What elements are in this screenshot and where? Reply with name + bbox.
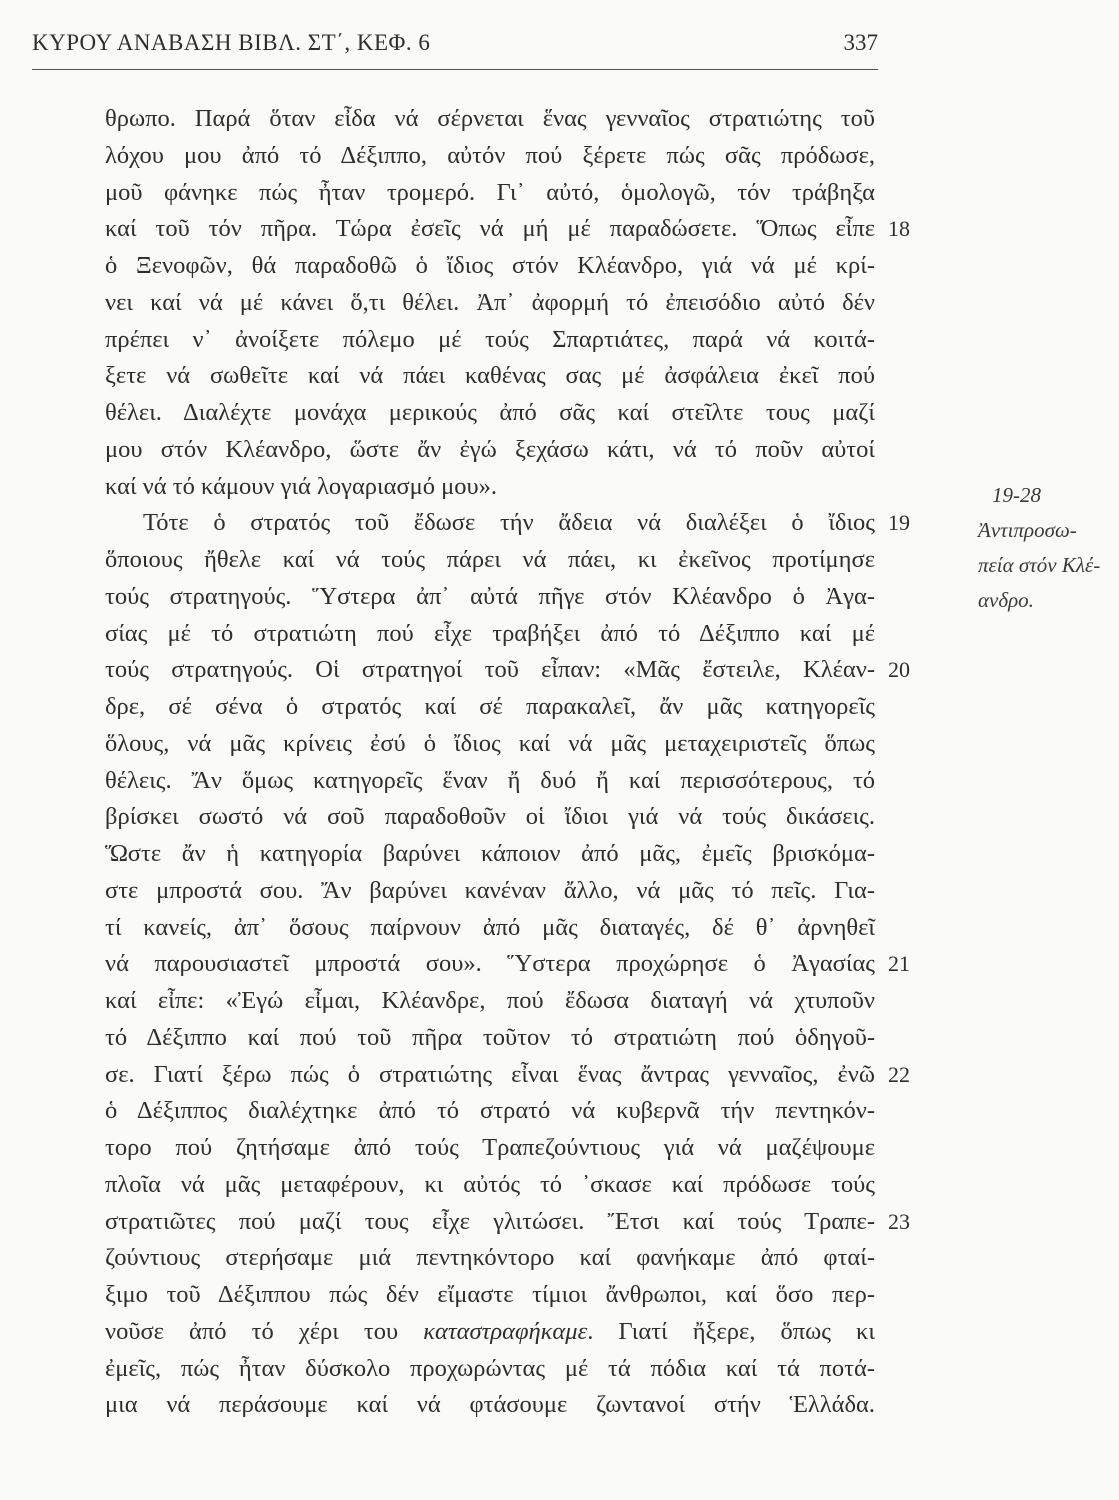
line-text (105, 138, 875, 175)
text-segment: σίας μέ τό στρατιώτη πού εἶχε τραβήξει ἀπό τό Δέξιππο καί μέ (105, 619, 875, 647)
text-line (105, 616, 875, 653)
text-segment: πλοῖα νά μᾶς μεταφέρουν, κι αὐτός τό ᾽σκασε καί πρόδωσε τούς (105, 1170, 875, 1198)
text-line (105, 1167, 875, 1204)
line-text (105, 763, 875, 800)
text-segment: Τότε ὁ στρατός τοῦ ἔδωσε τήν ἄδεια νά διαλέξει ὁ ἴδιος (143, 509, 875, 537)
line-text (105, 946, 875, 983)
section-number: 19 (888, 510, 910, 536)
section-number: 23 (888, 1208, 910, 1234)
text-line (105, 579, 875, 616)
page-number: 337 (843, 30, 878, 55)
text-line (105, 1130, 875, 1167)
margin-note-line: Ἀντιπροσω- (978, 518, 1077, 542)
text-line (105, 836, 875, 873)
text-segment: βρίσκει σωστό νά σοῦ παραδοθοῦν οἱ ἴδιοι γιά νά τούς δικάσεις. (105, 803, 875, 831)
text-line (105, 285, 875, 322)
text-segment: ὁ Δέξιππος διαλέχτηκε ἀπό τό στρατό νά κυβερνᾶ τήν πεντηκόν- (105, 1097, 875, 1125)
text-line (105, 873, 875, 910)
line-text (105, 1204, 875, 1241)
line-text (105, 1240, 875, 1277)
line-text (105, 101, 875, 138)
text-segment: πρέπει ν᾽ ἀνοίξετε πόλεμο μέ τούς Σπαρτιάτες, παρά νά κοιτά- (105, 325, 875, 353)
text-line (105, 395, 875, 432)
text-segment: ἐμεῖς, πώς ἦταν δύσκολο προχωρώντας μέ τά πόδια καί τά ποτά- (105, 1354, 875, 1382)
line-text (105, 469, 875, 506)
line-text (105, 1130, 875, 1167)
line-text (105, 248, 875, 285)
line-text (105, 211, 875, 248)
text-segment: ὁ Ξενοφῶν, θά παραδοθῶ ὁ ἴδιος στόν Κλέανδρο, γιά νά μέ κρί- (105, 252, 875, 279)
text-segment: ξιμο τοῦ Δέξιππου πώς δέν εἴμαστε τίμιοι ἄνθρωποι, καί ὅσο περ- (105, 1281, 875, 1308)
text-line (105, 358, 875, 395)
line-text (105, 983, 875, 1020)
text-segment: νει καί νά μέ κάνει ὅ,τι θέλει. Ἀπ᾽ ἀφορμή τό ἐπεισόδιο αὐτό δέν (105, 288, 875, 316)
text-segment: ξετε νά σωθεῖτε καί νά πάει καθένας σας μέ ἀσφάλεια ἐκεῖ πού (105, 362, 875, 390)
text-line (105, 946, 910, 983)
text-line (105, 1057, 910, 1094)
line-text (105, 505, 875, 542)
text-segment: στε μπροστά σου. Ἄν βαρύνει κανέναν ἄλλο, νά μᾶς τό πεῖς. Για- (105, 876, 875, 904)
line-text (105, 175, 875, 212)
line-text (105, 873, 875, 910)
line-text (105, 395, 875, 432)
text-segment: τούς στρατηγούς. Ὕστερα ἀπ᾽ αὐτά πῆγε στόν Κλέανδρο ὁ Ἀγα- (105, 582, 875, 610)
text-segment: σε. Γιατί ξέρω πώς ὁ στρατιώτης εἶναι ἕνας ἄντρας γενναῖος, ἐνῶ (105, 1060, 875, 1088)
text-line (105, 1093, 875, 1130)
text-line (105, 1020, 875, 1057)
line-text (105, 1020, 875, 1057)
text-line (105, 689, 875, 726)
section-number: 18 (888, 216, 910, 242)
running-title: ΚΥΡΟΥ ΑΝΑΒΑΣΗ ΒΙΒΛ. ΣΤ΄, ΚΕΦ. 6 (32, 30, 431, 55)
text-segment: ὅποιους ἤθελε καί νά τούς πάρει νά πάει, κι ἐκεῖνος προτίμησε (105, 546, 875, 573)
text-line (105, 1387, 875, 1424)
text-line (105, 505, 910, 542)
line-text (105, 1314, 875, 1351)
text-line (105, 799, 875, 836)
section-number: 22 (888, 1061, 910, 1087)
line-text (105, 689, 875, 726)
text-segment: θέλεις. Ἄν ὅμως κατηγορεῖς ἕναν ἤ δυό ἤ καί περισσότερους, τό (105, 766, 875, 794)
line-text (105, 799, 875, 836)
line-text (105, 1387, 875, 1424)
text-line (105, 1277, 875, 1314)
section-number: 20 (888, 657, 910, 683)
margin-note-line: ανδρο. (978, 588, 1034, 612)
line-text (105, 1351, 875, 1388)
text-segment: νά παρουσιαστεῖ μπροστά σου». Ὕστερα προχώρησε ὁ Ἀγασίας (105, 950, 875, 978)
text-segment: τί κανείς, ἀπ᾽ ὅσους παίρνουν ἀπό μᾶς διαταγές, δέ θ᾽ ἀρνηθεῖ (105, 913, 875, 941)
line-text (105, 616, 875, 653)
line-text (105, 652, 875, 689)
text-line (105, 138, 875, 175)
line-text (105, 579, 875, 616)
text-segment: δρε, σέ σένα ὁ στρατός καί σέ παρακαλεῖ, ἄν μᾶς κατηγορεῖς (105, 693, 875, 720)
line-text (105, 285, 875, 322)
text-line (105, 983, 875, 1020)
line-text (105, 1057, 875, 1094)
text-line (105, 101, 875, 138)
text-line (105, 542, 875, 579)
header-rule (32, 69, 878, 70)
text-segment: καί εἶπε: «Ἐγώ εἶμαι, Κλέανδρε, πού ἔδωσα διαταγή νά χτυποῦν (105, 987, 875, 1014)
text-line (105, 652, 910, 689)
text-segment: μια νά περάσουμε καί νά φτάσουμε ζωντανοί στήν Ἑλλάδα. (105, 1391, 875, 1419)
text-segment: νοῦσε ἀπό τό χέρι του (105, 1317, 424, 1345)
line-text (105, 726, 875, 763)
text-segment: λόχου μου ἀπό τό Δέξιππο, αὐτόν πού ξέρετε πώς σᾶς πρόδωσε, (105, 141, 875, 169)
text-line (105, 726, 875, 763)
text-line (105, 248, 875, 285)
line-text (105, 1093, 875, 1130)
text-segment: ὅλους, νά μᾶς κρίνεις ἐσύ ὁ ἴδιος καί νά μᾶς μεταχειριστεῖς ὅπως (105, 729, 875, 757)
margin-note-range: 19-28 (992, 483, 1041, 507)
text-line (105, 910, 875, 947)
text-segment: στρατιῶτες πού μαζί τους εἶχε γλιτώσει. Ἔτσι καί τούς Τραπε- (105, 1207, 875, 1235)
text-segment: . Γιατί ἤξερε, ὅπως κι (587, 1317, 875, 1345)
line-text (105, 910, 875, 947)
text-segment: τό Δέξιππο καί πού τοῦ πῆρα τοῦτον τό στρατιώτη πού ὁδηγοῦ- (105, 1023, 875, 1051)
line-text (105, 432, 875, 469)
text-segment: θρωπο. Παρά ὅταν εἶδα νά σέρνεται ἕνας γενναῖος στρατιώτης τοῦ (105, 105, 875, 132)
line-text (105, 1277, 875, 1314)
text-segment: μου στόν Κλέανδρο, ὥστε ἄν ἐγώ ξεχάσω κάτι, νά τό ποῦν αὐτοί (105, 435, 875, 463)
italic-text: καταστραφήκαμε (423, 1317, 588, 1345)
body-text (105, 101, 910, 1424)
text-line (105, 469, 875, 506)
text-segment: ζούντιους στερήσαμε μιά πεντηκόντορο καί φανήκαμε ἀπό φταί- (105, 1244, 875, 1272)
text-segment: τορο πού ζητήσαμε ἀπό τούς Τραπεζούντιους γιά νά μαζέψουμε (105, 1134, 875, 1161)
line-text (105, 542, 875, 579)
text-line (105, 1314, 875, 1351)
line-text (105, 322, 875, 359)
line-text (105, 836, 875, 873)
text-line (105, 1204, 910, 1241)
text-segment: Ὥστε ἄν ἡ κατηγορία βαρύνει κάποιον ἀπό μᾶς, ἐμεῖς βρισκόμα- (105, 840, 875, 867)
text-line (105, 211, 910, 248)
margin-note (978, 478, 1108, 618)
text-segment: καί τοῦ τόν πῆρα. Τώρα ἐσεῖς νά μή μέ παραδώσετε. Ὅπως εἶπε (105, 215, 875, 243)
section-number: 21 (888, 951, 910, 977)
text-line (105, 432, 875, 469)
text-segment: τούς στρατηγούς. Οἱ στρατηγοί τοῦ εἶπαν: «Μᾶς ἔστειλε, Κλέαν- (105, 656, 875, 684)
text-line (105, 1351, 875, 1388)
text-line (105, 1240, 875, 1277)
line-text (105, 1167, 875, 1204)
text-segment: μοῦ φάνηκε πώς ἦταν τρομερό. Γι᾽ αὐτό, ὁμολογῶ, τόν τράβηξα (105, 178, 875, 206)
text-line (105, 763, 875, 800)
line-text (105, 358, 875, 395)
margin-note-line: πεία στόν Κλέ- (978, 553, 1101, 577)
text-line (105, 175, 875, 212)
text-segment: καί νά τό κάμουν γιά λογαριασμό μου». (105, 472, 498, 500)
text-line (105, 322, 875, 359)
text-segment: θέλει. Διαλέχτε μονάχα μερικούς ἀπό σᾶς καί στεῖλτε τους μαζί (105, 399, 875, 426)
